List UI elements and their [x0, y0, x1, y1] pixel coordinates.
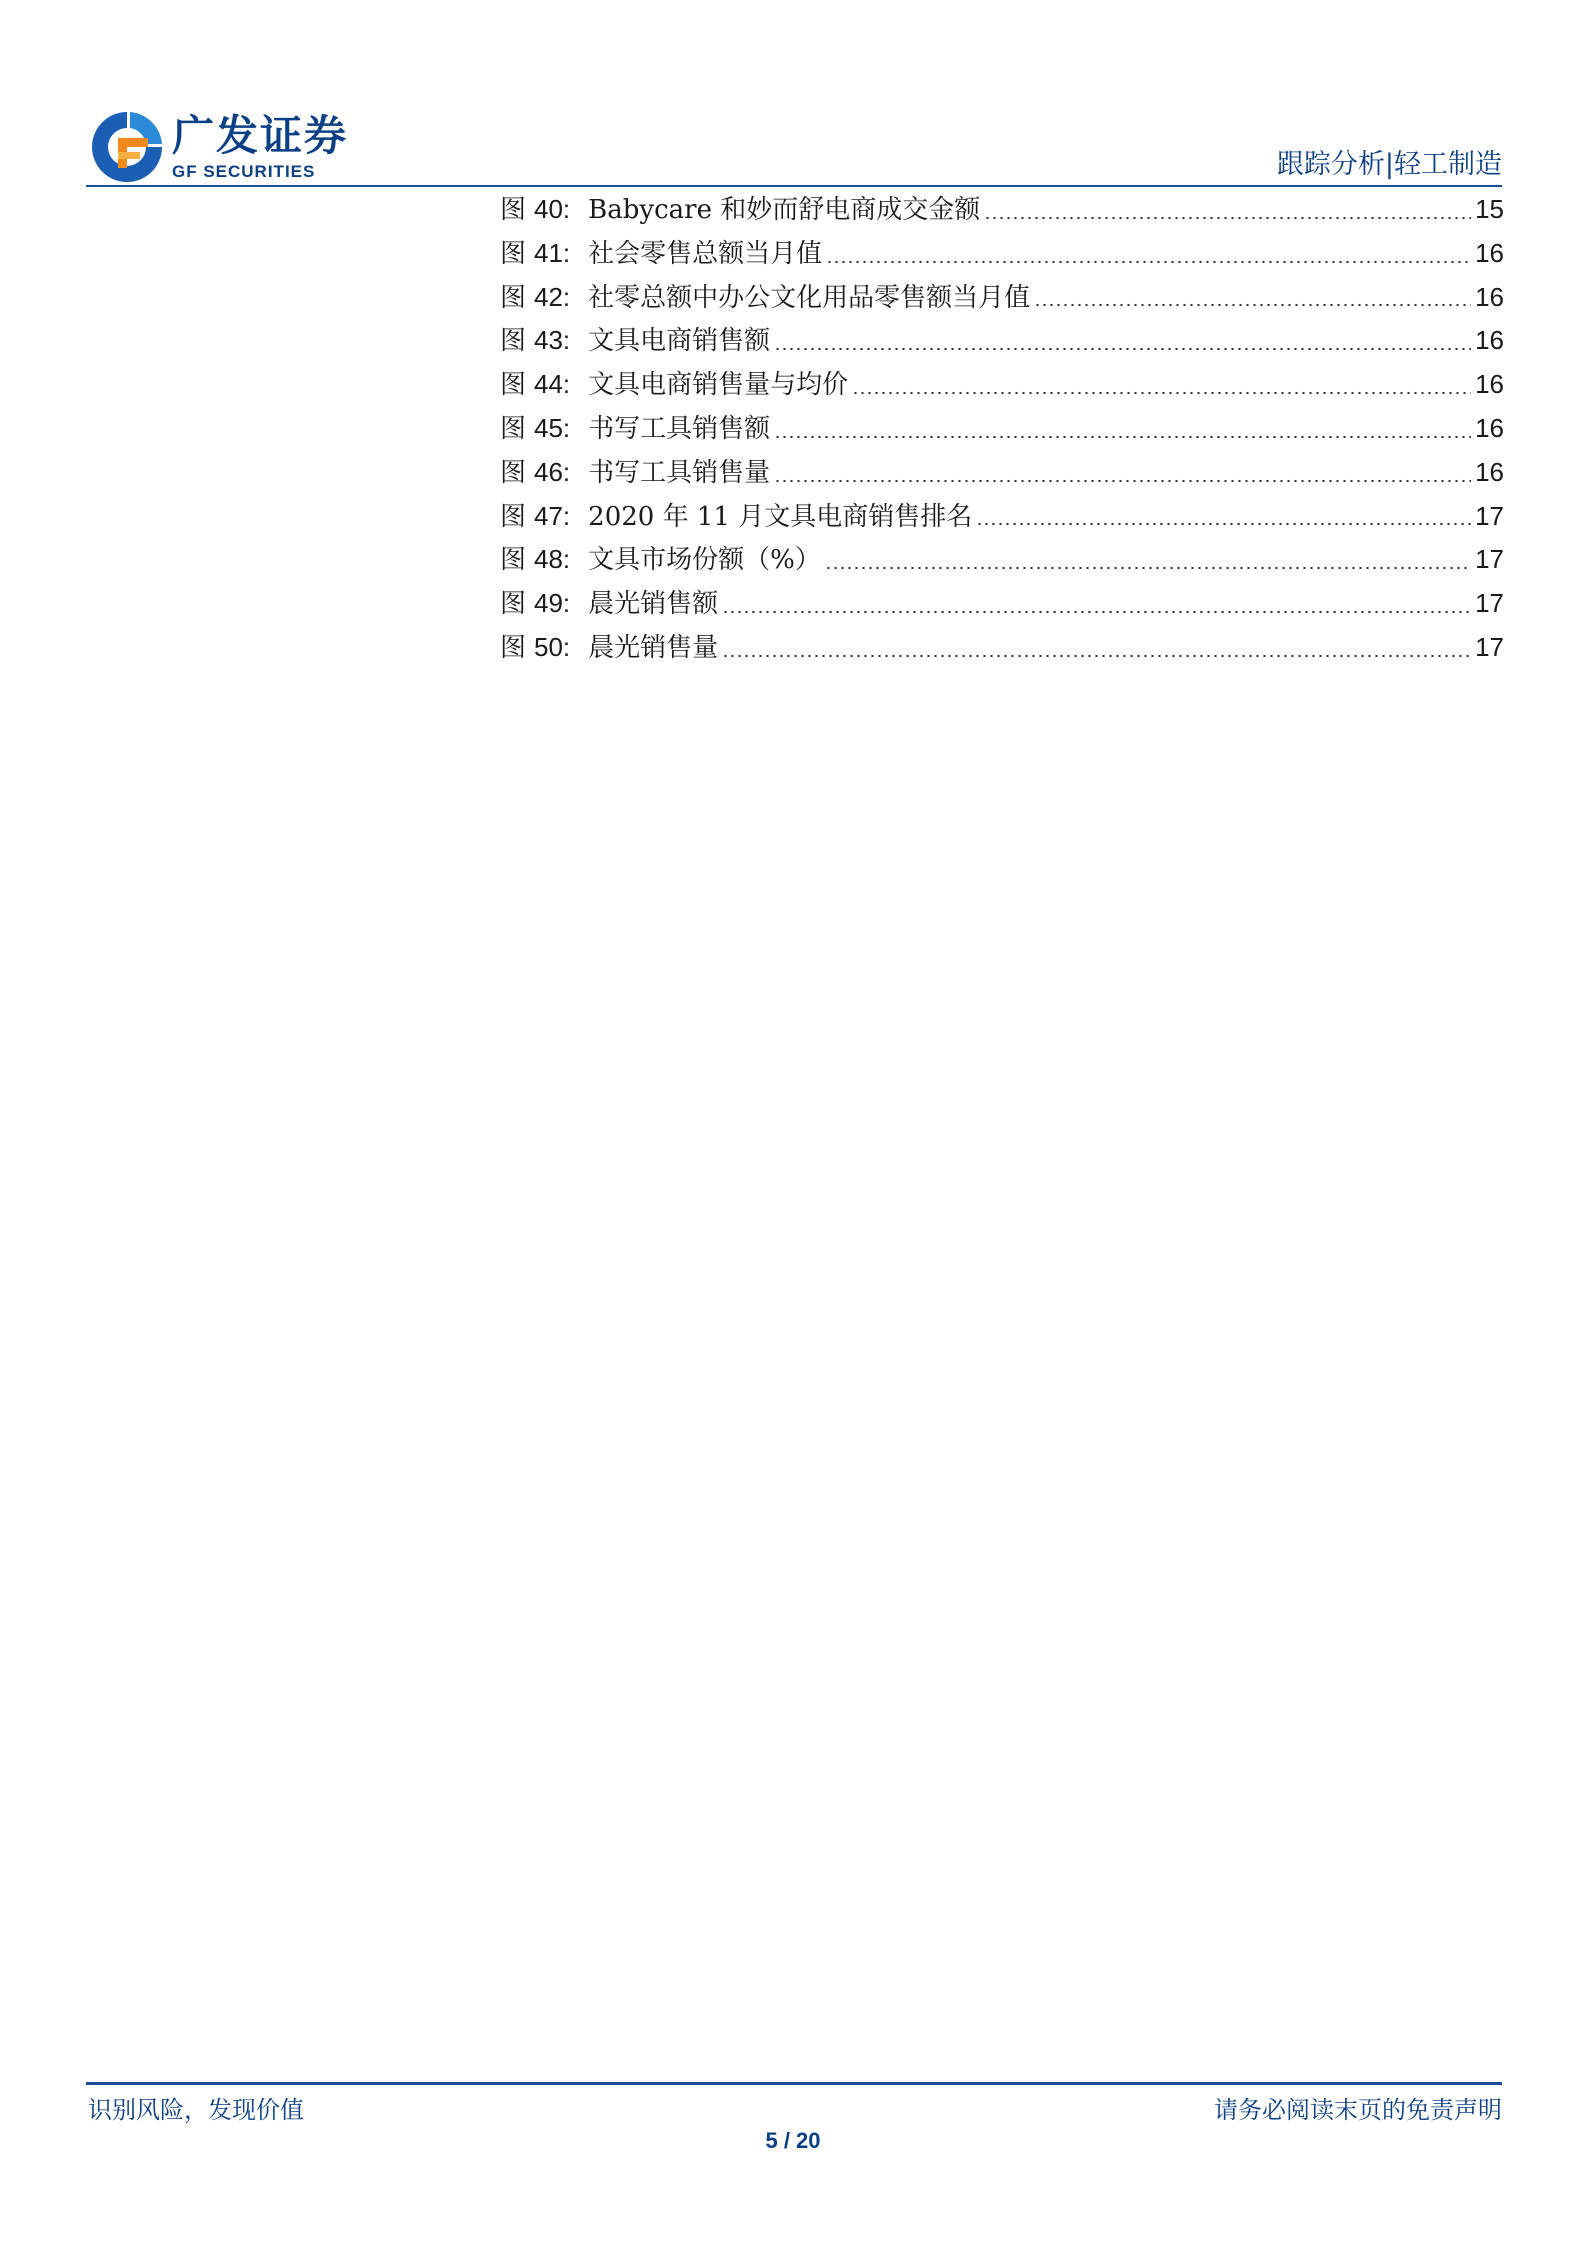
toc-dot-leader: [774, 477, 1471, 485]
toc-entry[interactable]: [500, 495, 1504, 539]
toc-entry-label: [500, 319, 570, 364]
toc-entry-label: [500, 188, 570, 233]
toc-entry-number: 45:: [534, 412, 571, 443]
toc-entry-page: 16: [1475, 325, 1504, 356]
toc-entry-page: 16: [1475, 412, 1504, 443]
toc-entry[interactable]: [500, 276, 1504, 320]
toc-entry-title: 书写工具销售额: [588, 413, 771, 444]
toc-entry-number: 41:: [534, 237, 571, 268]
toc-entry-page: 16: [1475, 237, 1504, 268]
toc-dot-leader: [826, 258, 1471, 266]
footer-disclaimer-note: 请务必阅读末页的免责声明: [1214, 2096, 1502, 2124]
toc-entry[interactable]: [500, 451, 1504, 495]
toc-entry-title: 晨光销售额: [588, 589, 719, 620]
toc-entry-number: 46:: [534, 456, 571, 487]
toc-entry-page: 17: [1475, 588, 1504, 619]
header-divider: [86, 185, 1502, 187]
toc-entry-page: 16: [1475, 281, 1504, 312]
toc-entry-page: 17: [1475, 544, 1504, 575]
toc-entry-prefix: 图: [500, 589, 527, 620]
toc-entry[interactable]: [500, 407, 1504, 451]
toc-entry-label: [500, 363, 570, 408]
toc-entry-title: 社会零售总额当月值: [588, 238, 823, 269]
toc-entry-number: 43:: [534, 325, 571, 356]
toc-entry-label: [500, 232, 570, 277]
report-category: 跟踪分析|轻工制造: [1276, 149, 1502, 180]
gf-securities-logo: [88, 108, 348, 188]
toc-entry[interactable]: [500, 626, 1504, 670]
toc-entry[interactable]: [500, 538, 1504, 582]
toc-entry[interactable]: [500, 319, 1504, 363]
toc-entry-page: 17: [1475, 631, 1504, 662]
toc-entry[interactable]: [500, 582, 1504, 626]
toc-entry-label: [500, 276, 570, 321]
logo-english-name: GF SECURITIES: [172, 162, 316, 181]
toc-dot-leader: [1034, 301, 1471, 309]
toc-dot-leader: [722, 608, 1471, 616]
toc-entry-label: [500, 538, 570, 583]
toc-dot-leader: [852, 389, 1471, 397]
toc-entry-number: 50:: [534, 631, 571, 662]
toc-dot-leader: [984, 214, 1471, 222]
toc-entry-prefix: 图: [500, 195, 527, 225]
toc-entry-prefix: 图: [500, 282, 527, 313]
toc-entry-label: [500, 495, 570, 540]
page-number: 5 / 20: [765, 2128, 821, 2153]
footer-divider: [86, 2082, 1502, 2085]
toc-entry-prefix: 图: [500, 413, 527, 444]
toc-entry-number: 48:: [534, 544, 571, 575]
toc-entry-title: 晨光销售量: [588, 632, 719, 663]
toc-entry-prefix: 图: [500, 545, 527, 576]
toc-dot-leader: [774, 345, 1471, 353]
toc-entry-prefix: 图: [500, 632, 527, 663]
toc-entry-title: 社零总额中办公文化用品零售额当月值: [588, 282, 1031, 313]
toc-entry-title: 文具电商销售额: [588, 326, 771, 357]
toc-entry-title: Babycare 和妙而舒电商成交金额: [588, 195, 981, 225]
toc-dot-leader: [722, 652, 1471, 660]
logo-chinese-name: 广发证券: [172, 111, 349, 160]
toc-entry-title: 文具电商销售量与均价: [588, 370, 849, 401]
figure-index-list: [500, 188, 1504, 670]
toc-dot-leader: [774, 433, 1471, 441]
toc-entry[interactable]: [500, 188, 1504, 232]
toc-entry-label: [500, 626, 570, 671]
toc-entry-number: 47:: [534, 500, 571, 531]
toc-entry-prefix: 图: [500, 238, 527, 269]
toc-entry-prefix: 图: [500, 501, 527, 532]
toc-entry-number: 44:: [534, 369, 571, 400]
gf-logo-icon: [88, 108, 166, 186]
toc-entry-prefix: 图: [500, 457, 527, 488]
toc-entry-prefix: 图: [500, 370, 527, 401]
toc-entry-page: 16: [1475, 369, 1504, 400]
toc-entry-title: 2020 年 11 月文具电商销售排名: [588, 501, 973, 532]
toc-entry-label: [500, 451, 570, 496]
toc-entry-number: 42:: [534, 281, 571, 312]
page-header: [0, 0, 1586, 200]
toc-entry-page: 16: [1475, 456, 1504, 487]
footer-slogan: 识别风险，发现价值: [88, 2096, 304, 2124]
toc-entry-number: 40:: [534, 194, 571, 224]
toc-entry[interactable]: [500, 363, 1504, 407]
toc-entry-label: [500, 582, 570, 627]
toc-dot-leader: [976, 520, 1471, 528]
toc-entry-page: 15: [1475, 194, 1504, 224]
toc-entry[interactable]: [500, 232, 1504, 276]
toc-entry-title: 文具市场份额（%）: [588, 545, 821, 576]
toc-entry-label: [500, 407, 570, 452]
toc-entry-page: 17: [1475, 500, 1504, 531]
toc-entry-prefix: 图: [500, 326, 527, 357]
toc-entry-title: 书写工具销售量: [588, 457, 771, 488]
toc-entry-number: 49:: [534, 588, 571, 619]
toc-dot-leader: [825, 564, 1471, 572]
